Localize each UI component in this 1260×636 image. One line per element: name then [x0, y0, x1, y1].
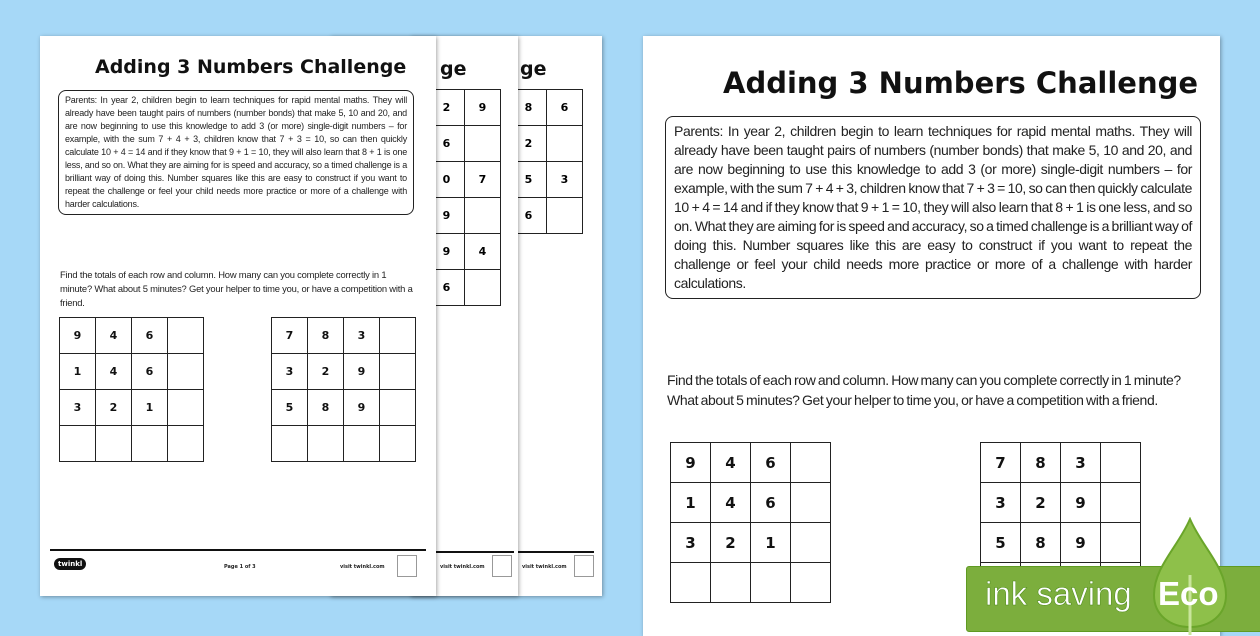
grid-cell: 4 — [96, 318, 132, 354]
grid-cell[interactable] — [96, 426, 132, 462]
grid-cell[interactable] — [132, 426, 168, 462]
page-title: Adding 3 Numbers Challenge — [723, 66, 1199, 100]
grid-cell: 9 — [465, 90, 501, 126]
grid-cell: 7 — [981, 443, 1021, 483]
grid-cell: 9 — [1061, 523, 1101, 563]
ink-saving-label: ink saving — [985, 575, 1132, 612]
grid-cell: 9 — [429, 234, 465, 270]
worksheet-preview-large — [643, 36, 1220, 636]
grid-cell: 8 — [1021, 523, 1061, 563]
grid-cell: 3 — [671, 523, 711, 563]
twinkl-logo: twinkl — [54, 558, 86, 570]
page-title-fragment: ge — [520, 58, 547, 80]
instructions: Find the totals of each row and column. How many can you complete correctly in 1 minute? What about 5 minutes? Get your helper to time you, or have a competition with a friend. — [667, 372, 1181, 408]
grid-cell: 7 — [272, 318, 308, 354]
grid-cell[interactable] — [791, 523, 831, 563]
grid-cell: 2 — [308, 354, 344, 390]
grid-cell: 9 — [671, 443, 711, 483]
grid-cell: 8 — [308, 390, 344, 426]
grid-cell: 1 — [751, 523, 791, 563]
grid-cell: 6 — [429, 126, 465, 162]
grid-cell[interactable] — [272, 426, 308, 462]
grid-cell: 9 — [344, 354, 380, 390]
grid-cell: 2 — [511, 126, 547, 162]
grid-cell: 9 — [429, 198, 465, 234]
grid-cell: 3 — [981, 483, 1021, 523]
grid-cell[interactable] — [380, 354, 416, 390]
grid-cell: 6 — [132, 318, 168, 354]
grid-cell: 6 — [511, 198, 547, 234]
grid-cell[interactable] — [168, 318, 204, 354]
number-grid-2 — [271, 317, 416, 462]
parents-note: Parents: In year 2, children begin to learn techniques for rapid mental maths. They will already have been taught pairs of numbers (number bonds) that make 5, 10 and 20, and are now beginning to use this knowledge to add 3 (or more) single-digit numbers – for example, with the sum 7 + 4 + 3, children know that 7 + 3 = 10, so can then quickly calculate 10 + 4 = 14 and if they know that 9 + 1 = 10, they will also learn that 8 + 1 is one less, and so on. What they are aiming for is speed and accuracy, so a timed challenge is a brilliant way of doing this. Number squares like this are easy to construct if you want to repeat the challenge or feel your child needs more practice or more of a challenge with harder calculations. — [58, 90, 414, 215]
page-number: Page 1 of 3 — [224, 564, 256, 570]
grid-cell[interactable] — [380, 426, 416, 462]
worksheet-page-1 — [40, 36, 436, 596]
grid-cell: 4 — [711, 443, 751, 483]
grid-cell[interactable] — [1101, 443, 1141, 483]
grid-cell[interactable] — [168, 426, 204, 462]
grid-cell: 2 — [711, 523, 751, 563]
grid-cell[interactable] — [465, 198, 501, 234]
grid-cell: 9 — [344, 390, 380, 426]
grid-cell: 9 — [1061, 483, 1101, 523]
grid-cell[interactable] — [1101, 523, 1141, 563]
grid-cell: 4 — [465, 234, 501, 270]
grid-cell: 6 — [751, 443, 791, 483]
instructions: Find the totals of each row and column. How many can you complete correctly in 1 minute? What about 5 minutes? Get your helper to time you, or have a competition with a friend. — [60, 269, 413, 308]
grid-cell[interactable] — [711, 563, 751, 603]
grid-cell[interactable] — [344, 426, 380, 462]
grid-cell: 3 — [344, 318, 380, 354]
grid-cell: 3 — [1061, 443, 1101, 483]
grid-cell: 1 — [60, 354, 96, 390]
grid-cell: 0 — [429, 162, 465, 198]
grid-cell[interactable] — [671, 563, 711, 603]
grid-cell: 3 — [547, 162, 583, 198]
grid-cell[interactable] — [791, 563, 831, 603]
parents-note: Parents: In year 2, children begin to learn techniques for rapid mental maths. They will already have been taught pairs of numbers (number bonds) that make 5, 10 and 20, and are now beginning to use this knowledge to add 3 (or more) single-digit numbers – for example, with the sum 7 + 4 + 3, children know that 7 + 3 = 10, so can then quickly calculate 10 + 4 = 14 and if they know that 9 + 1 = 10, they will also learn that 8 + 1 is one less, and so on. What they are aiming for is speed and accuracy, so a timed challenge is a brilliant way of doing this. Number squares like this are easy to construct if you want to repeat the challenge or feel your child needs more practice or more of a challenge with harder calculations. — [665, 116, 1201, 299]
page-title: Adding 3 Numbers Challenge — [95, 56, 407, 78]
grid-cell: 4 — [711, 483, 751, 523]
grid-cell: 5 — [272, 390, 308, 426]
grid-cell: 8 — [511, 90, 547, 126]
grid-cell: 8 — [308, 318, 344, 354]
grid-cell: 5 — [511, 162, 547, 198]
number-grid-1 — [59, 317, 204, 462]
quality-badge-icon — [574, 555, 594, 577]
grid-cell[interactable] — [547, 126, 583, 162]
grid-cell: 3 — [272, 354, 308, 390]
grid-cell[interactable] — [465, 126, 501, 162]
quality-badge-icon — [397, 555, 417, 577]
page-title-fragment: ge — [440, 58, 467, 80]
number-grid-1 — [670, 442, 831, 603]
quality-badge-icon — [492, 555, 512, 577]
grid-cell: 6 — [751, 483, 791, 523]
grid-cell: 4 — [96, 354, 132, 390]
grid-cell: 6 — [132, 354, 168, 390]
footer-url: visit twinkl.com — [440, 564, 485, 570]
grid-cell: 6 — [429, 270, 465, 306]
grid-cell[interactable] — [1101, 483, 1141, 523]
grid-cell: 5 — [981, 523, 1021, 563]
grid-cell[interactable] — [547, 198, 583, 234]
grid-cell[interactable] — [465, 270, 501, 306]
grid-cell[interactable] — [380, 390, 416, 426]
grid-cell[interactable] — [60, 426, 96, 462]
partial-grid — [510, 89, 583, 234]
grid-cell: 1 — [671, 483, 711, 523]
grid-cell: 8 — [1021, 443, 1061, 483]
footer-url: visit twinkl.com — [340, 564, 385, 570]
grid-cell[interactable] — [168, 390, 204, 426]
grid-cell: 1 — [132, 390, 168, 426]
grid-cell: 2 — [1021, 483, 1061, 523]
grid-cell[interactable] — [380, 318, 416, 354]
grid-cell: 7 — [465, 162, 501, 198]
grid-cell[interactable] — [791, 443, 831, 483]
footer-url: visit twinkl.com — [522, 564, 567, 570]
grid-cell: 6 — [547, 90, 583, 126]
grid-cell[interactable] — [168, 354, 204, 390]
grid-cell: 9 — [60, 318, 96, 354]
grid-cell: 2 — [429, 90, 465, 126]
eco-label: Eco — [1158, 575, 1219, 612]
grid-cell: 2 — [96, 390, 132, 426]
partial-grid — [428, 89, 501, 306]
grid-cell[interactable] — [791, 483, 831, 523]
grid-cell: 3 — [60, 390, 96, 426]
grid-cell[interactable] — [751, 563, 791, 603]
grid-cell[interactable] — [308, 426, 344, 462]
